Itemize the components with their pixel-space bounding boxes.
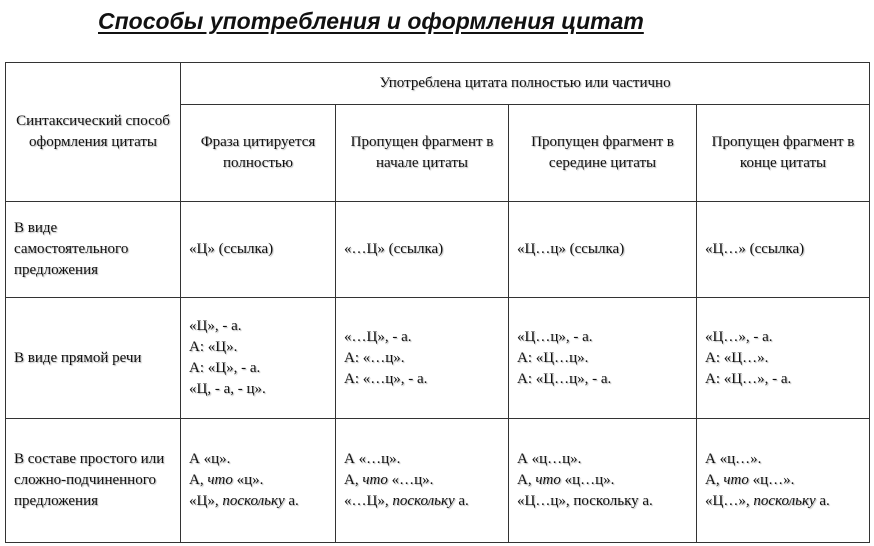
cell-line: А «ц».: [189, 451, 231, 467]
quotes-table: [5, 62, 870, 543]
line-text: «…Ц»: [344, 493, 385, 509]
cell-line: «Ц…», - а.: [705, 328, 773, 345]
table-cell: [336, 202, 509, 298]
cell-line: «Ц», - а.: [189, 318, 242, 334]
cell-line: [189, 491, 327, 512]
table-row: [6, 419, 870, 543]
cell-line: «Ц…ц», поскольку а.: [517, 493, 653, 509]
table-row: [6, 202, 870, 298]
table-row: [6, 298, 870, 419]
cell-line: А: «Ц…ц», - а.: [517, 370, 612, 387]
line-text: А,: [705, 472, 724, 488]
table-cell: [509, 298, 697, 419]
cell-line: [517, 470, 688, 491]
cell-line: А: «Ц», - а.: [189, 360, 261, 376]
header-omitted-end: Пропущен фрагмент в конце цитаты: [697, 105, 870, 202]
row-label: В виде самостоятельного предложения: [6, 202, 181, 298]
cell-line: [344, 470, 500, 491]
cell-line: А «…ц».: [344, 451, 401, 467]
cell-line: «Ц…ц», - а.: [517, 328, 593, 345]
table-cell: [509, 419, 697, 543]
line-text: «Ц…ц»: [517, 241, 566, 257]
line-text: «Ц»: [189, 241, 215, 257]
line-italic-text: что: [723, 472, 749, 488]
line-text: «…ц».: [387, 472, 434, 488]
table-cell: [181, 419, 336, 543]
row-label: В виде прямой речи: [6, 298, 181, 419]
cell-line: А: «Ц».: [189, 339, 238, 355]
cell-line: «…Ц», - а.: [344, 328, 412, 345]
line-text: «ц».: [232, 472, 264, 488]
cell-line: А: «…ц».: [344, 349, 405, 366]
line-text: а.: [454, 493, 469, 509]
table-cell: [181, 202, 336, 298]
header-omitted-start: Пропущен фрагмент в начале цитаты: [336, 105, 509, 202]
line-italic-text: , поскольку: [214, 493, 285, 509]
cell-line: [705, 470, 861, 491]
line-italic-text: что: [535, 472, 561, 488]
table-cell: [697, 202, 870, 298]
page-title: Способы употребления и оформления цитат: [98, 8, 644, 34]
line-italic-text: что: [207, 472, 233, 488]
line-text: А,: [344, 472, 363, 488]
cell-line: [189, 239, 327, 260]
line-text: «Ц»: [189, 493, 215, 509]
line-italic-text: что: [362, 472, 388, 488]
line-text: (ссылка): [384, 241, 444, 257]
header-syntax-method: Синтаксический способ оформления цитаты: [6, 63, 181, 202]
line-text: «Ц…»: [705, 493, 746, 509]
cell-line: [189, 470, 327, 491]
line-text: а.: [284, 493, 299, 509]
table-cell: [697, 419, 870, 543]
cell-line: А: «Ц…».: [705, 349, 769, 366]
line-text: А,: [517, 472, 536, 488]
header-row-group: [6, 63, 870, 105]
cell-line: А «ц…».: [705, 451, 762, 467]
line-text: (ссылка): [214, 241, 274, 257]
line-text: «ц…».: [748, 472, 795, 488]
header-quote-usage: Употреблена цитата полностью или частично: [181, 63, 870, 105]
cell-line: А «ц…ц».: [517, 451, 582, 467]
table-cell: [697, 298, 870, 419]
cell-line: [344, 491, 500, 512]
line-text: «ц…ц».: [560, 472, 615, 488]
table-cell: [181, 298, 336, 419]
line-italic-text: , поскольку: [384, 493, 455, 509]
line-text: «…Ц»: [344, 241, 385, 257]
line-italic-text: , поскольку: [745, 493, 816, 509]
cell-line: А: «…ц», - а.: [344, 370, 428, 387]
cell-line: [705, 239, 861, 260]
line-text: (ссылка): [565, 241, 625, 257]
line-text: А,: [189, 472, 208, 488]
table-cell: [336, 298, 509, 419]
table-cell: [509, 202, 697, 298]
cell-line: [517, 239, 688, 260]
row-label: В составе простого или сложно-подчиненного предложения: [6, 419, 181, 543]
line-text: а.: [815, 493, 830, 509]
cell-line: [344, 239, 500, 260]
cell-line: [705, 491, 861, 512]
cell-line: «Ц, - а, - ц».: [189, 381, 266, 397]
header-full-quote: Фраза цитируется полностью: [181, 105, 336, 202]
table-cell: [336, 419, 509, 543]
cell-line: А: «Ц…ц».: [517, 349, 589, 366]
cell-line: А: «Ц…», - а.: [705, 370, 792, 387]
line-text: (ссылка): [745, 241, 805, 257]
line-text: «Ц…»: [705, 241, 746, 257]
header-omitted-middle: Пропущен фрагмент в середине цитаты: [509, 105, 697, 202]
